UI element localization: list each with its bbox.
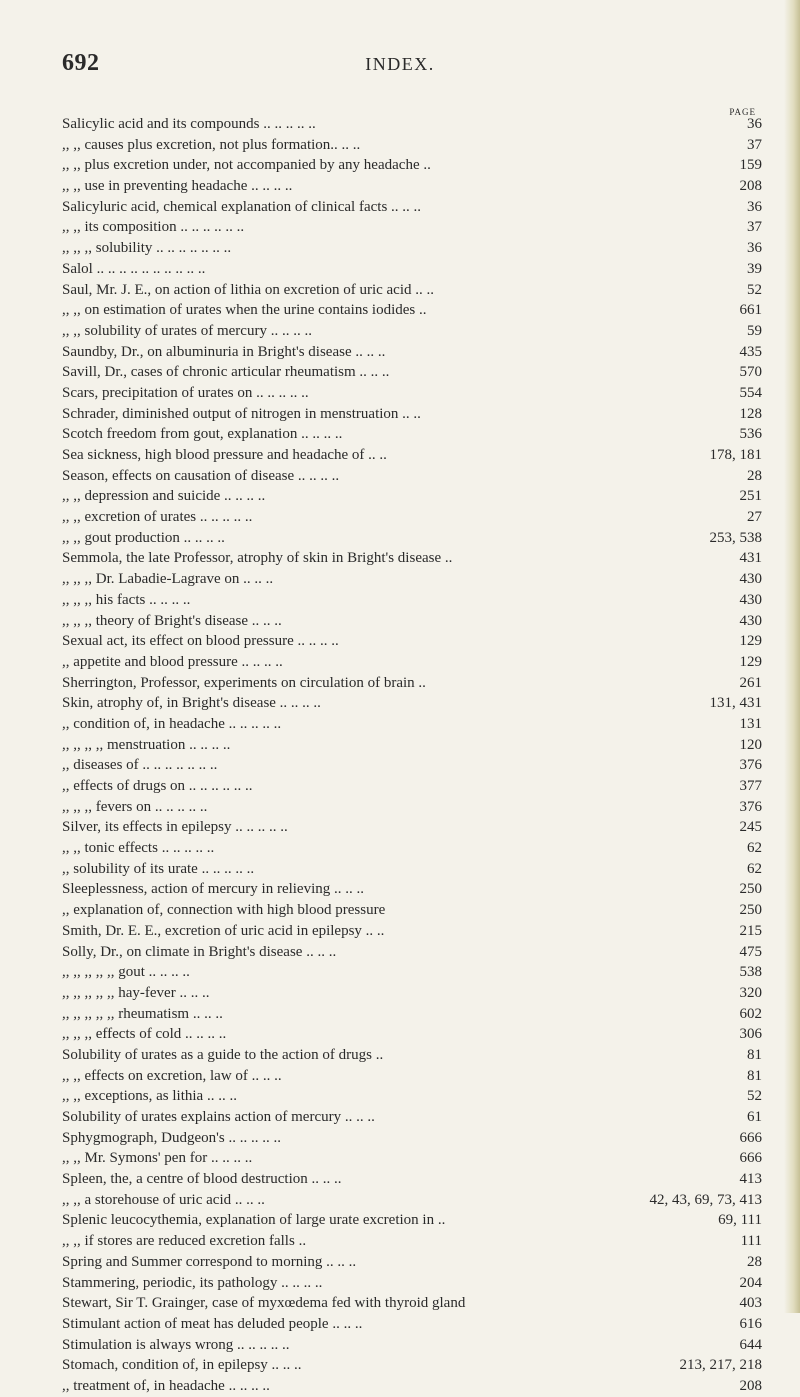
index-entry: [62, 217, 762, 238]
index-entry: [62, 1376, 762, 1397]
entry-text: Stimulation is always wrong .. .. .. .. ..: [62, 1336, 290, 1353]
entry-text: Stammering, periodic, its pathology .. .. .. ..: [62, 1274, 323, 1291]
index-entry: [62, 259, 762, 280]
entry-text: ,, ,, depression and suicide .. .. .. ..: [62, 488, 266, 505]
index-entry: [62, 197, 762, 218]
entry-text: ,, ,, ,, Dr. Labadie-Lagrave on .. .. ..: [62, 571, 274, 588]
entry-pages: 306: [739, 1026, 762, 1043]
entry-pages: 111: [740, 1233, 762, 1250]
entry-text: Stewart, Sir T. Grainger, case of myxœdema fed with thyroid gland: [62, 1295, 466, 1312]
entry-text: ,, ,, ,, ,, ,, rheumatism .. .. ..: [62, 1005, 223, 1022]
entry-text: ,, ,, ,, his facts .. .. .. ..: [62, 591, 191, 608]
index-entry: [62, 1066, 762, 1087]
index-entry: [62, 859, 762, 880]
index-entry: [62, 1252, 762, 1273]
index-entry: [62, 942, 762, 963]
index-entry: [62, 1231, 762, 1252]
entry-pages: 62: [747, 840, 762, 857]
entry-text: ,, ,, tonic effects .. .. .. .. ..: [62, 840, 215, 857]
index-entry: [62, 1148, 762, 1169]
entry-pages: 554: [739, 384, 762, 401]
entry-text: ,, treatment of, in headache .. .. .. ..: [62, 1377, 270, 1394]
index-entry: [62, 1293, 762, 1314]
entry-pages: 81: [747, 1046, 762, 1063]
entry-text: Savill, Dr., cases of chronic articular rheumatism .. .. ..: [62, 364, 390, 381]
entry-text: Salicyluric acid, chemical explanation of clinical facts .. .. ..: [62, 198, 422, 215]
index-entry: [62, 176, 762, 197]
index-entry: [62, 238, 762, 259]
entry-text: ,, ,, ,, ,, ,, hay-fever .. .. ..: [62, 984, 210, 1001]
entry-text: Scars, precipitation of urates on .. .. .. .. ..: [62, 384, 309, 401]
entry-text: Solubility of urates explains action of mercury .. .. ..: [62, 1109, 375, 1125]
index-entry: [62, 1086, 762, 1107]
entry-text: Splenic leucocythemia, explanation of large urate excretion in ..: [62, 1212, 446, 1229]
entry-pages: 128: [739, 405, 762, 422]
index-entry: [62, 507, 762, 528]
entry-text: ,, ,, ,, fevers on .. .. .. .. ..: [62, 798, 208, 815]
entry-pages: 245: [739, 819, 762, 836]
entry-pages: 602: [739, 1005, 762, 1022]
index-entry: [62, 590, 762, 611]
entry-pages: 159: [739, 157, 762, 174]
entry-text: Solly, Dr., on climate in Bright's disease .. .. ..: [62, 943, 337, 960]
entry-pages: 131: [739, 715, 762, 732]
entry-text: ,, solubility of its urate .. .. .. .. ..: [62, 860, 255, 877]
entry-text: Saul, Mr. J. E., on action of lithia on excretion of uric acid .. ..: [62, 281, 434, 298]
entry-pages: 129: [739, 633, 762, 650]
entry-pages: 403: [739, 1295, 762, 1312]
entry-pages: 208: [739, 1377, 762, 1394]
entry-text: Season, effects on causation of disease .. .. .. ..: [62, 467, 340, 484]
index-entry: [62, 1314, 762, 1335]
entry-pages: 36: [747, 116, 762, 132]
entry-pages: 36: [747, 198, 762, 215]
index-entry: [62, 838, 762, 859]
entry-pages: 251: [739, 488, 762, 505]
entry-text: Sea sickness, high blood pressure and headache of .. ..: [62, 447, 387, 463]
index-entry: [62, 528, 762, 549]
entry-pages: 376: [739, 798, 762, 815]
index-entry: [62, 1169, 762, 1190]
entry-text: ,, diseases of .. .. .. .. .. .. ..: [62, 757, 218, 774]
entry-pages: 131, 431: [709, 695, 762, 712]
entry-pages: 377: [739, 778, 762, 794]
entry-pages: 42, 43, 69, 73, 413: [649, 1191, 762, 1208]
entry-pages: 253, 538: [709, 529, 762, 546]
entry-pages: 616: [739, 1315, 762, 1332]
entry-text: Stimulant action of meat has deluded people .. .. ..: [62, 1315, 363, 1332]
index-entry: [62, 569, 762, 590]
entry-text: ,, ,, ,, ,, ,, gout .. .. .. ..: [62, 964, 190, 981]
entry-pages: 213, 217, 218: [679, 1357, 762, 1374]
entry-text: ,, ,, if stores are reduced excretion falls ..: [62, 1233, 307, 1250]
entry-text: ,, condition of, in headache .. .. .. .. ..: [62, 715, 282, 732]
entry-pages: 204: [739, 1274, 762, 1291]
index-entry: [62, 879, 762, 900]
entry-text: ,, ,, Mr. Symons' pen for .. .. .. ..: [62, 1150, 253, 1167]
entry-pages: 570: [739, 364, 762, 381]
index-entry: [62, 1128, 762, 1149]
index-entry: [62, 445, 762, 466]
entry-text: Smith, Dr. E. E., excretion of uric acid in epilepsy .. ..: [62, 922, 385, 939]
entry-pages: 215: [739, 922, 762, 939]
entry-text: ,, ,, a storehouse of uric acid .. .. ..: [62, 1191, 265, 1208]
index-entry: [62, 1355, 762, 1376]
page-edge-stain: [784, 0, 800, 1313]
entry-text: ,, ,, use in preventing headache .. .. .. ..: [62, 178, 293, 195]
entry-text: ,, ,, ,, effects of cold .. .. .. ..: [62, 1026, 227, 1043]
index-entry: [62, 383, 762, 404]
index-entry: [62, 652, 762, 673]
entry-pages: 28: [747, 1253, 762, 1270]
entry-text: ,, ,, on estimation of urates when the urine contains iodides ..: [62, 302, 427, 319]
entry-pages: 250: [739, 902, 762, 919]
entry-text: ,, ,, its composition .. .. .. .. .. ..: [62, 219, 245, 236]
entry-pages: 39: [747, 260, 762, 277]
entry-text: ,, ,, ,, ,, menstruation .. .. .. ..: [62, 736, 231, 753]
entry-pages: 37: [747, 136, 762, 153]
entry-text: Scotch freedom from gout, explanation .. .. .. ..: [62, 426, 343, 443]
running-head: INDEX.: [365, 54, 435, 74]
entry-pages: 644: [739, 1336, 762, 1353]
index-entry: [62, 817, 762, 838]
entry-pages: 661: [739, 302, 762, 319]
entry-pages: 36: [747, 240, 762, 257]
index-entry: [62, 1335, 762, 1356]
entry-text: Spring and Summer correspond to morning .. .. ..: [62, 1253, 357, 1270]
index-entry: [62, 797, 762, 818]
page-column-label: PAGE: [729, 107, 756, 117]
entry-pages: 61: [747, 1109, 762, 1125]
entry-pages: 666: [739, 1150, 762, 1167]
entry-text: Sphygmograph, Dudgeon's .. .. .. .. ..: [62, 1129, 281, 1146]
entry-pages: 69, 111: [718, 1212, 762, 1229]
entry-pages: 413: [739, 1171, 762, 1188]
index-entry: [62, 1004, 762, 1025]
entry-text: ,, ,, exceptions, as lithia .. .. ..: [62, 1088, 237, 1105]
index-entry: [62, 693, 762, 714]
entry-pages: 538: [739, 964, 762, 981]
entry-pages: 37: [747, 219, 762, 236]
entry-text: ,, ,, plus excretion under, not accompanied by any headache ..: [62, 157, 431, 174]
entry-text: Solubility of urates as a guide to the action of drugs ..: [62, 1046, 384, 1063]
entry-text: Salicylic acid and its compounds .. .. .. .. ..: [62, 116, 316, 132]
entry-text: Silver, its effects in epilepsy .. .. .. .. ..: [62, 819, 288, 836]
index-entry: [62, 673, 762, 694]
entry-text: Skin, atrophy of, in Bright's disease .. .. .. ..: [62, 695, 321, 712]
entry-pages: 27: [747, 509, 762, 526]
index-entry: [62, 921, 762, 942]
index-entry: [62, 962, 762, 983]
index-entry: [62, 155, 762, 176]
entry-pages: 52: [747, 281, 762, 298]
index-entry: [62, 1190, 762, 1211]
index-entry: [62, 1107, 762, 1128]
index-entry: [62, 362, 762, 383]
index-entry: [62, 1210, 762, 1231]
entry-text: ,, ,, effects on excretion, law of .. .. ..: [62, 1067, 282, 1084]
entry-pages: 120: [739, 736, 762, 753]
entry-text: Sherrington, Professor, experiments on circulation of brain ..: [62, 674, 426, 691]
entry-text: Sexual act, its effect on blood pressure .. .. .. ..: [62, 633, 339, 650]
entry-text: Semmola, the late Professor, atrophy of skin in Bright's disease ..: [62, 550, 453, 567]
index-entry: [62, 114, 762, 135]
index-entry: [62, 486, 762, 507]
entry-text: ,, ,, causes plus excretion, not plus formation.. .. ..: [62, 136, 361, 153]
entry-pages: 536: [739, 426, 762, 443]
index-entry: [62, 735, 762, 756]
index-entry: [62, 900, 762, 921]
index-entries: [62, 114, 762, 1397]
entry-pages: 666: [739, 1129, 762, 1146]
page-number: 692: [62, 50, 100, 76]
index-entry: [62, 1273, 762, 1294]
entry-text: ,, explanation of, connection with high blood pressure: [62, 902, 386, 919]
entry-pages: 430: [739, 571, 762, 588]
entry-pages: 178, 181: [709, 447, 762, 463]
entry-pages: 28: [747, 467, 762, 484]
index-entry: [62, 135, 762, 156]
entry-text: ,, ,, ,, theory of Bright's disease .. .. ..: [62, 612, 282, 629]
index-entry: [62, 466, 762, 487]
entry-pages: 475: [739, 943, 762, 960]
index-entry: [62, 1024, 762, 1045]
index-entry: [62, 300, 762, 321]
entry-pages: 435: [739, 343, 762, 360]
index-entry: [62, 1045, 762, 1066]
index-entry: [62, 280, 762, 301]
index-entry: [62, 776, 762, 797]
index-entry: [62, 424, 762, 445]
entry-text: Saundby, Dr., on albuminuria in Bright's disease .. .. ..: [62, 343, 386, 360]
index-entry: [62, 611, 762, 632]
entry-text: Spleen, the, a centre of blood destruction .. .. ..: [62, 1171, 342, 1188]
entry-pages: 250: [739, 881, 762, 898]
entry-pages: 62: [747, 860, 762, 877]
index-entry: [62, 321, 762, 342]
index-entry: [62, 983, 762, 1004]
entry-pages: 52: [747, 1088, 762, 1105]
entry-pages: 81: [747, 1067, 762, 1084]
entry-text: ,, ,, solubility of urates of mercury .. .. .. ..: [62, 322, 312, 339]
entry-text: Stomach, condition of, in epilepsy .. .. ..: [62, 1357, 302, 1374]
entry-text: ,, effects of drugs on .. .. .. .. .. ..: [62, 778, 253, 794]
index-entry: [62, 714, 762, 735]
index-entry: [62, 404, 762, 425]
entry-text: ,, ,, gout production .. .. .. ..: [62, 529, 225, 546]
index-entry: [62, 342, 762, 363]
entry-pages: 431: [739, 550, 762, 567]
entry-pages: 430: [739, 612, 762, 629]
entry-text: Salol .. .. .. .. .. .. .. .. .. ..: [62, 260, 206, 277]
entry-pages: 261: [739, 674, 762, 691]
entry-text: Schrader, diminished output of nitrogen in menstruation .. ..: [62, 405, 421, 422]
entry-pages: 320: [739, 984, 762, 1001]
entry-pages: 430: [739, 591, 762, 608]
index-entry: [62, 755, 762, 776]
entry-text: ,, appetite and blood pressure .. .. .. ..: [62, 653, 283, 670]
index-entry: [62, 631, 762, 652]
entry-pages: 376: [739, 757, 762, 774]
entry-pages: 208: [739, 178, 762, 195]
entry-pages: 129: [739, 653, 762, 670]
entry-text: Sleeplessness, action of mercury in relieving .. .. ..: [62, 881, 365, 898]
index-entry: [62, 548, 762, 569]
entry-text: ,, ,, excretion of urates .. .. .. .. ..: [62, 509, 253, 526]
entry-pages: 59: [747, 322, 762, 339]
entry-text: ,, ,, ,, solubility .. .. .. .. .. .. ..: [62, 240, 232, 257]
